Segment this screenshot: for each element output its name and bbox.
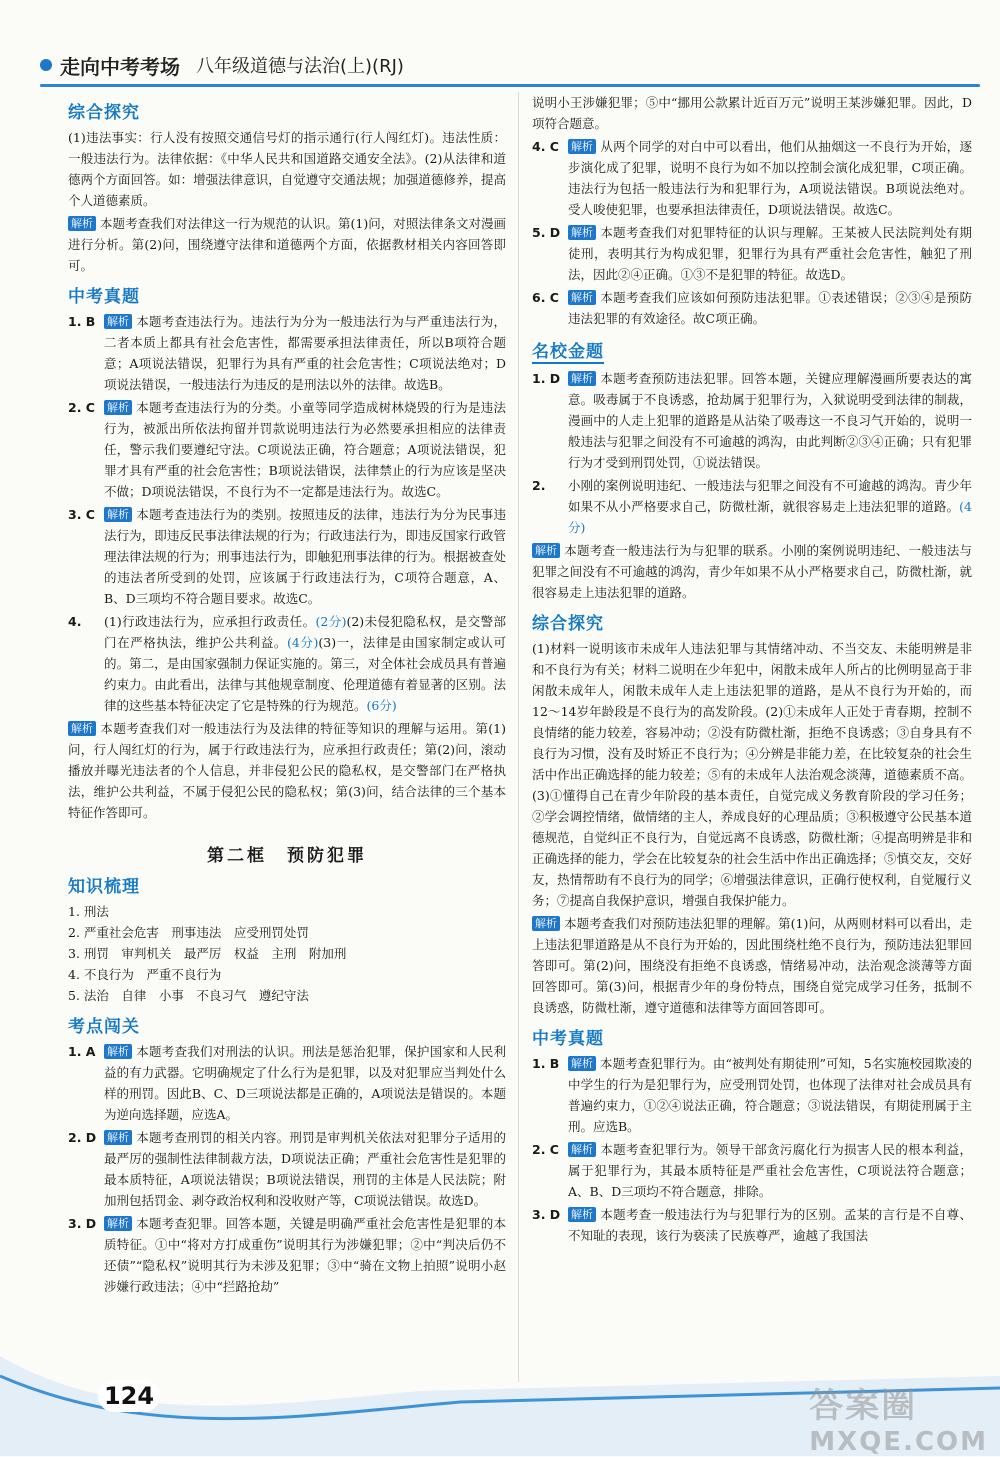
section-title: 中考真题 <box>68 287 140 307</box>
answer-item <box>68 311 506 395</box>
list-item: 4. 不良行为 严重不良行为 <box>68 967 222 982</box>
analysis-tag: 解析 <box>568 225 596 240</box>
analysis-tag: 解析 <box>568 1207 596 1222</box>
analysis-tag: 解析 <box>568 139 596 154</box>
analysis-tag: 解析 <box>532 543 560 558</box>
answer-item <box>68 1213 506 1297</box>
answer-item <box>68 611 506 716</box>
watermark <box>809 1378 988 1457</box>
answer-item <box>68 397 506 502</box>
analysis-paragraph <box>68 718 506 823</box>
analysis-text: 本题考查我们对犯罪特征的认识与理解。王某被人民法院判处有期徒刑，表明其行为构成犯罪，犯罪行为具有严重社会危害性，触犯了刑法，因此②④正确。①③不是犯罪的特征。故选D。 <box>568 225 972 282</box>
answer-text: (1)材料一说明该市未成年人违法犯罪与其情绪冲动、不当交友、未能明辨是非和不良行为有关；材料二说明在少年犯中，闲散未成年人所占的比例明显高于非闲散未成年人，闲散未成年人走上违法犯罪的道路，是从不良行为开始的，而12～14岁年龄段是不良行为的高发阶段。(2)①未成年人正处于青春期，控制不良情绪的能力较差，容易冲动；②没有防微杜渐，拒绝不良诱惑；③自身具有不良行为习惯，没有及时矫正不良行为；④分辨是非能力差，在比较复杂的社会生活中作出正确选择的能力较差；⑤有的未成年人法治观念淡薄，道德素质不高。(3)①懂得自己在青少年阶段的基本责任，自觉完成义务教育阶段的学习任务；②学会调控情绪，做情绪的主人，养成良好的心理品质；③积极遵守公民基本道德规范，自觉纠正不良行为，自觉远离不良诱惑，防微杜渐；④提高明辨是非和正确选择的能力，学会在比较复杂的社会生活中作出正确选择；⑤慎交友，交好友，热情帮助有不良行为的同学；⑥增强法律意识，正确行使权利，自觉履行义务；⑦提高自我保护意识，增强自我保护能力。 <box>532 641 972 908</box>
analysis-text: 本题考查犯罪行为。领导干部贪污腐化行为损害人民的根本利益，属于犯罪行为，其最本质特征是严重社会危害性，C项说法符合题意；A、B、D三项均不符合题意，排除。 <box>568 1142 972 1199</box>
answer-item <box>68 504 506 609</box>
analysis-text: 本题考查犯罪。回答本题，关键是明确严重社会危害性是犯罪的本质特征。①中“将对方打成重伤”说明其行为涉嫌犯罪；②中“判决后仍不还债”“隐私权”说明其行为未涉及犯罪；③中“骑在文物上拍照”说明小赵涉嫌行政违法；④中“拦路抢劫” <box>104 1216 506 1294</box>
section-title: 中考真题 <box>532 1029 604 1049</box>
watermark-top: 答案圈 <box>809 1386 918 1426</box>
answer-number: 3. C <box>68 507 95 522</box>
section-title: 考点闯关 <box>68 1017 140 1037</box>
page-number: 124 <box>98 1380 160 1412</box>
page-header <box>40 48 980 82</box>
series-title: 走向中考考场 <box>60 54 180 79</box>
answer-number: 4. C <box>532 139 559 154</box>
column-divider <box>518 92 519 1382</box>
answer-text: 说明小王涉嫌犯罪；⑤中“挪用公款累计近百万元”说明王某涉嫌犯罪。因此，D项符合题意。 <box>532 95 972 131</box>
answer-item <box>532 475 972 538</box>
analysis-paragraph <box>532 913 972 1018</box>
answer-item <box>532 222 972 285</box>
analysis-tag: 解析 <box>568 1056 596 1071</box>
answer-number: 3. D <box>68 1216 97 1231</box>
analysis-tag: 解析 <box>68 216 96 231</box>
answer-number: 3. D <box>532 1207 561 1222</box>
answer-number: 2. <box>532 478 546 493</box>
analysis-text: 本题考查我们对刑法的认识。刑法是惩治犯罪，保护国家和人民利益的有力武器。它明确规定了什么行为是犯罪，以及对犯罪应当判处什么样的刑罚。因此B、C、D三项说法都是正确的，A项说法是错误的。本题为逆向选择题，应选A。 <box>104 1044 506 1122</box>
analysis-text: 本题考查一般违法行为与犯罪行为的区别。孟某的言行是不自尊、不知耻的表现，该行为亵渎了民族尊严，逾越了我国法 <box>568 1207 972 1243</box>
analysis-tag: 解析 <box>104 1216 132 1231</box>
left-column <box>68 92 506 1299</box>
analysis-paragraph <box>532 540 972 603</box>
analysis-tag: 解析 <box>532 916 560 931</box>
list-item: 1. 刑法 <box>68 904 109 919</box>
analysis-tag: 解析 <box>568 290 596 305</box>
analysis-text: 本题考查预防违法犯罪。回答本题，关键应理解漫画所要表达的寓意。吸毒属于不良诱惑，抢劫属于犯罪行为，入狱说明受到法律的制裁，漫画中的人走上犯罪的道路是从沾染了吸毒这一不良习气开始的，说明一般违法与犯罪之间没有不可逾越的鸿沟，由此判断②③④正确；只有犯罪行为才受到刑罚处罚，①说法错误。 <box>568 371 972 470</box>
header-rule <box>40 84 980 87</box>
section-title: 综合探究 <box>68 103 140 123</box>
right-column <box>532 92 972 1248</box>
analysis-text: 本题考查刑罚的相关内容。刑罚是审判机关依法对犯罪分子适用的最严厉的强制性法律制裁方法，D项说法正确；严重社会危害性是犯罪的最本质特征，A项说法错误；B项说法错误，刑罚的主体是人民法院；附加刑包括罚金、剥夺政治权利和没收财产等，C项说法错误。故选D。 <box>104 1130 506 1208</box>
score: (6分) <box>366 698 397 713</box>
answer-item <box>68 1127 506 1211</box>
analysis-tag: 解析 <box>104 400 132 415</box>
analysis-tag: 解析 <box>104 314 132 329</box>
list-item: 3. 刑罚 审判机关 最严厉 权益 主刑 附加刑 <box>68 946 347 961</box>
analysis-text: 本题考查违法行为的类别。按照违反的法律，违法行为分为民事违法行为，即违反民事法律法规的行为；行政违法行为，即违反国家行政管理法律法规的行为；刑事违法行为，即触犯刑事法律的行为。根据被查处的违法者所受到的处罚，应该属于行政违法行为，C项符合题意，A、B、D三项均不符合题目要求。故选C。 <box>104 507 506 606</box>
analysis-text: 本题考查一般违法行为与犯罪的联系。小刚的案例说明违纪、一般违法与犯罪之间没有不可逾越的鸿沟，青少年如果不从小严格要求自己，防微杜渐，就很容易走上违法犯罪的道路。 <box>532 543 972 600</box>
analysis-text: 本题考查违法行为的分类。小童等同学造成树林烧毁的行为是违法行为，被派出所依法拘留并罚款说明违法行为必然要承担相应的法律责任，警示我们要遵纪守法。C项说法正确，符合题意；A项说法错误，犯罪才具有严重的社会危害性；B项说法错误，法律禁止的行为应该是坚决不做；D项说法错误，不良行为不一定都是违法行为。故选C。 <box>104 400 506 499</box>
analysis-text: 本题考查我们对预防违法犯罪的理解。第(1)问，从两则材料可以看出，走上违法犯罪道路是从不良行为开始的，因此围绕杜绝不良行为，预防违法犯罪回答即可。第(2)问，围绕没有拒绝不良诱惑，情绪易冲动，法治观念淡薄等方面回答即可。第(3)问，根据青少年的身份特点，围绕自觉完成学习任务，抵制不良诱惑，防微杜渐，遵守道德和法律等方面回答即可。 <box>532 916 972 1015</box>
answer-text: (1)行政违法行为，应承担行政责任。 <box>104 614 316 629</box>
answer-item <box>532 136 972 220</box>
analysis-text: 从两个同学的对白中可以看出，他们从抽烟这一不良行为开始，逐步演化成了犯罪，说明不良行为如不加以控制会演化成犯罪，C项正确。违法行为包括一般违法行为和犯罪行为，A项说法错误。B项说法绝对。受人唆使犯罪，也要承担法律责任，D项说法错误。故选C。 <box>568 139 972 217</box>
analysis-text: 本题考查我们对一般违法行为及法律的特征等知识的理解与运用。第(1)问，行人闯红灯的行为，属于行政违法行为，应承担行政责任；第(2)问，滚动播放并曝光违法者的个人信息，并非侵犯公民的隐私权，是交警部门在严格执法，维护公共利益，不属于侵犯公民的隐私权；第(3)问，结合法律的三个基本特征作答即可。 <box>68 721 506 820</box>
answer-text: 小刚的案例说明违纪、一般违法与犯罪之间没有不可逾越的鸿沟。青少年如果不从小严格要求自己，防微杜渐，就很容易走上违法犯罪的道路。 <box>568 478 972 514</box>
list-item: 5. 法治 自律 小事 不良习气 遵纪守法 <box>68 988 309 1003</box>
section-title: 综合探究 <box>532 614 604 634</box>
answer-number: 2. D <box>68 1130 97 1145</box>
score: (2分) <box>315 614 347 629</box>
analysis-tag: 解析 <box>68 721 96 736</box>
analysis-text: 本题考查违法行为。违法行为分为一般违法行为与严重违法行为，二者本质上都具有社会危害性，都需要承担法律责任，所以B项符合题意；A项说法错误，犯罪行为具有严重的社会危害性；C项说法绝对；D项说法错误，一般违法行为违反的是刑法以外的法律。故选B。 <box>104 314 506 392</box>
answer-number: 1. B <box>68 314 96 329</box>
answer-text: (1)违法事实：行人没有按照交通信号灯的指示通行(行人闯红灯)。违法性质：一般违法行为。法律依据：《中华人民共和国道路交通安全法》。(2)从法律和道德两个方面回答。如：增强法律意识，自觉遵守交通法规；加强道德修养，提高个人道德素质。 <box>68 130 506 208</box>
analysis-tag: 解析 <box>104 507 132 522</box>
answer-number: 4. <box>68 614 82 629</box>
answer-number: 1. D <box>532 371 561 386</box>
answer-number: 1. B <box>532 1056 560 1071</box>
knowledge-list <box>68 901 506 1006</box>
analysis-paragraph <box>68 213 506 276</box>
answer-item <box>532 1139 972 1202</box>
answer-item <box>532 287 972 329</box>
book-title: 八年级道德与法治(上)(RJ) <box>196 56 404 77</box>
answer-number: 5. D <box>532 225 561 240</box>
analysis-tag: 解析 <box>568 371 596 386</box>
answer-number: 2. C <box>68 400 95 415</box>
bullet-icon <box>40 59 52 71</box>
section-title: 知识梳理 <box>68 877 140 897</box>
frame-title: 第二框 预防犯罪 <box>207 846 367 866</box>
answer-item <box>532 368 972 473</box>
analysis-text: 本题考查犯罪行为。由“被判处有期徒刑”可知，5名实施校园欺凌的中学生的行为是犯罪行为，应受刑罚处罚，也体现了法律对社会成员具有普遍约束力，①②④说法正确，符合题意；③说法错误，有期徒刑属于主刑。应选B。 <box>568 1056 972 1134</box>
section-title: 名校金题 <box>532 337 604 364</box>
score: (4分) <box>287 635 319 650</box>
analysis-tag: 解析 <box>104 1130 132 1145</box>
analysis-text: 本题考查我们对法律这一行为规范的认识。第(1)问，对照法律条文对漫画进行分析。第(2)问，围绕遵守法律和道德两个方面，依据教材相关内容回答即可。 <box>68 216 506 273</box>
list-item: 2. 严重社会危害 刑事违法 应受刑罚处罚 <box>68 925 309 940</box>
score: (4分) <box>568 499 972 535</box>
answer-text: (2)未侵犯隐私权，是交警部门在严格执法，维护公共利益。 <box>104 614 506 650</box>
answer-text: (3)一，法律是由国家制定或认可的。第二，是由国家强制力保证实施的。第三，对全体社会成员具有普遍约束力。由此看出，法律与其他规章制度、伦理道德有着显著的区别。法律的这些基本特征决定了它是特殊的行为规范。 <box>104 635 506 713</box>
analysis-tag: 解析 <box>568 1142 596 1157</box>
watermark-bottom: MXQE.COM <box>809 1427 988 1457</box>
answer-item <box>532 1204 972 1246</box>
answer-number: 1. A <box>68 1044 96 1059</box>
answer-number: 2. C <box>532 1142 559 1157</box>
analysis-tag: 解析 <box>104 1044 132 1059</box>
answer-item <box>532 1053 972 1137</box>
answer-item <box>68 1041 506 1125</box>
analysis-text: 本题考查我们应该如何预防违法犯罪。①表述错误；②③④是预防违法犯罪的有效途径。故C项正确。 <box>568 290 972 326</box>
answer-number: 6. C <box>532 290 559 305</box>
